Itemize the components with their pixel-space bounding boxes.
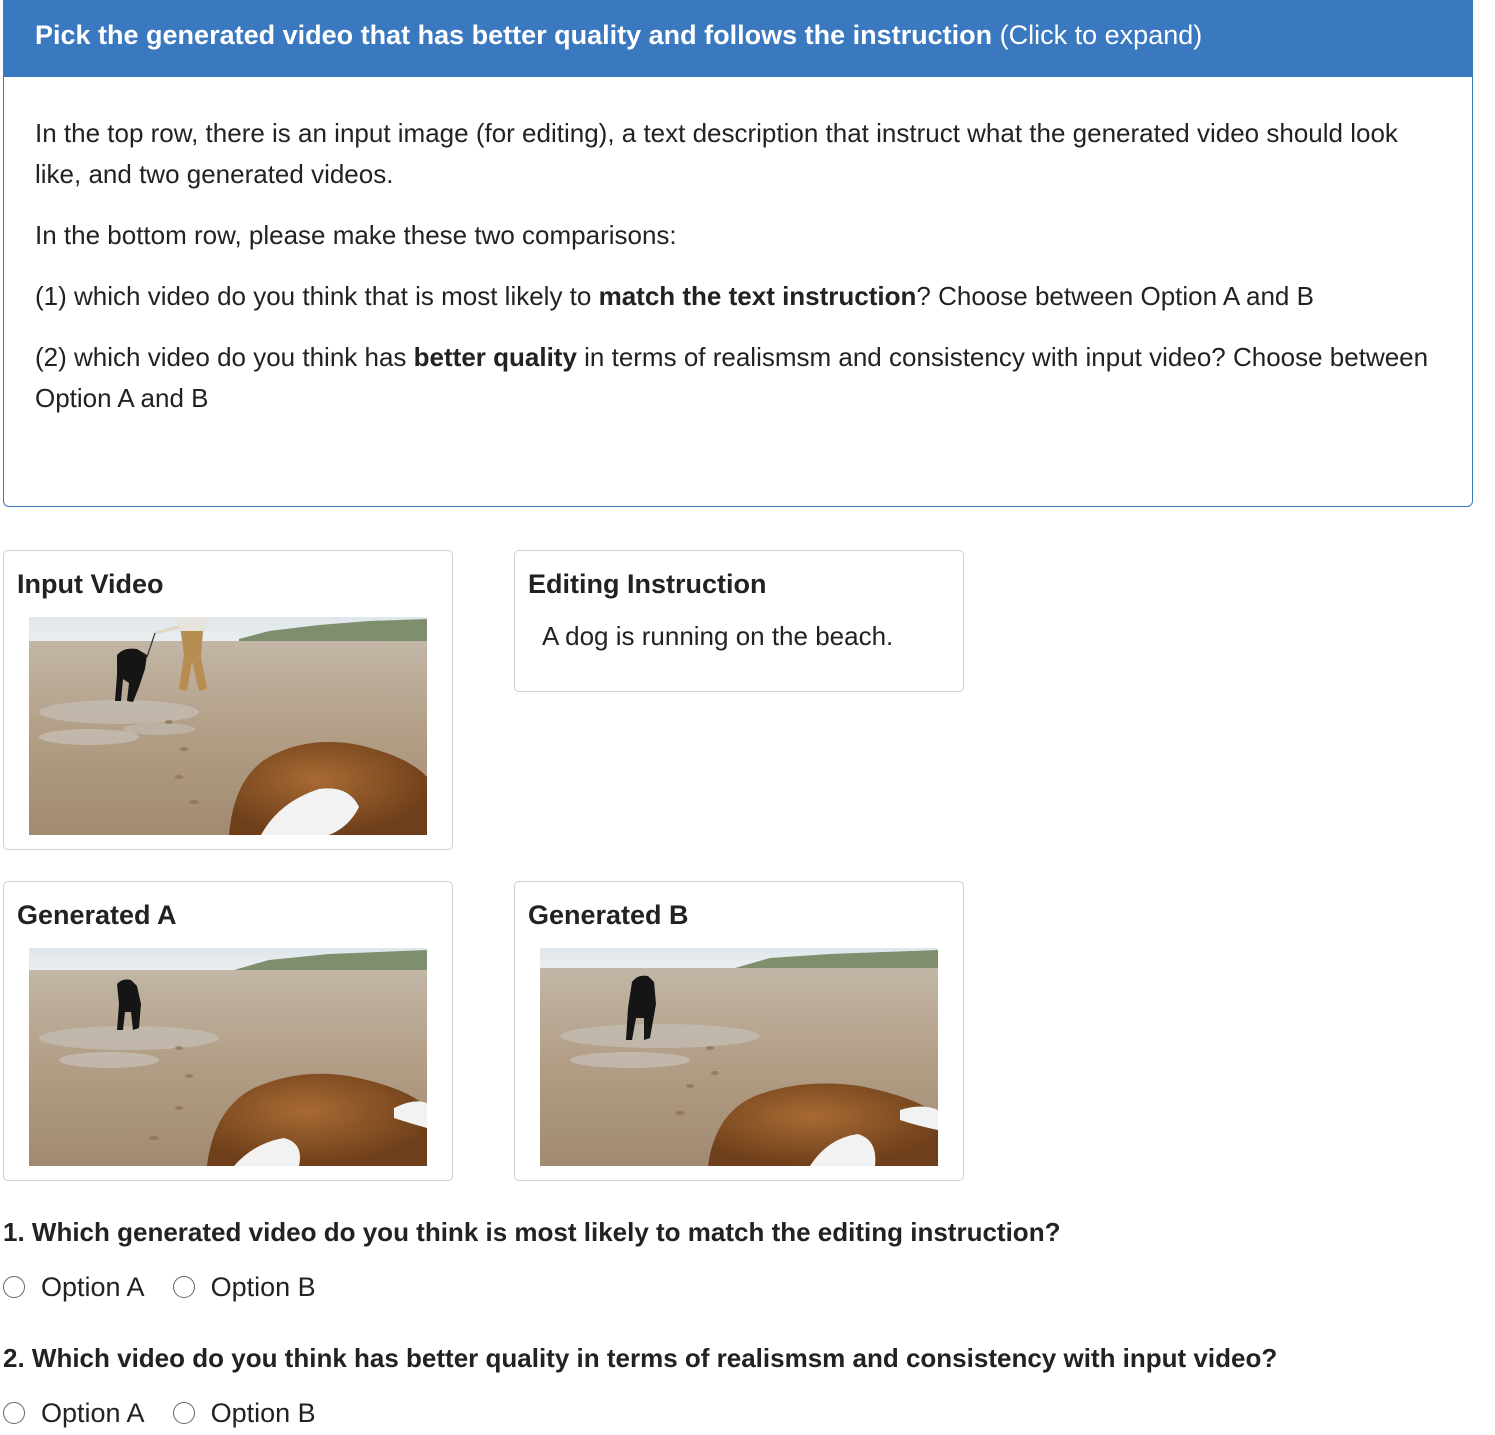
para-4-text-end: in terms of realismsm and consistency with input video? Choose between Option A and B (35, 342, 1429, 413)
instructions-para-4 (35, 337, 1442, 419)
instructions-panel (3, 0, 1473, 507)
generated-b-player[interactable] (540, 948, 938, 1166)
question-2: 2. Which video do you think has better quality in terms of realismsm and consistency with input video? (3, 1343, 1278, 1373)
q2-option-b-label: Option B (210, 1397, 316, 1428)
input-video-card (3, 550, 453, 850)
instructions-para-2: In the bottom row, please make these two comparisons: (35, 220, 677, 250)
generated-b-card (514, 881, 964, 1181)
input-video-player[interactable] (29, 617, 427, 835)
instructions-body (4, 77, 1472, 419)
input-video-title: Input Video (17, 569, 164, 599)
q1-option-a-label: Option A (41, 1271, 145, 1302)
question-1-options (3, 1270, 344, 1304)
para-4-text: (2) which video do you think has (35, 342, 414, 372)
q1-option-b-radio[interactable] (173, 1276, 195, 1298)
generated-a-player[interactable] (29, 948, 427, 1166)
generated-b-title: Generated B (528, 900, 689, 930)
question-2-options (3, 1396, 344, 1430)
q2-option-b[interactable] (173, 1398, 316, 1429)
para-3-text-end: ? Choose between Option A and B (916, 281, 1314, 311)
q2-option-a-label: Option A (41, 1397, 145, 1428)
para-3-text: (1) which video do you think that is most likely to (35, 281, 599, 311)
expand-hint: (Click to expand) (992, 20, 1203, 50)
para-4-emphasis: better quality (413, 342, 577, 372)
q1-option-b[interactable] (173, 1272, 316, 1303)
instructions-title: Pick the generated video that has better quality and follows the instruction (35, 20, 993, 50)
generated-a-title: Generated A (17, 900, 177, 930)
q2-option-a-radio[interactable] (3, 1402, 25, 1424)
editing-instruction-title: Editing Instruction (528, 569, 767, 599)
q1-option-a[interactable] (3, 1272, 145, 1303)
editing-instruction-card (514, 550, 964, 692)
generated-a-card (3, 881, 453, 1181)
q1-option-b-label: Option B (210, 1271, 316, 1302)
instructions-para-1: In the top row, there is an input image (for editing), a text description that instruct what the generated video should look like, and two generated videos. (35, 118, 1398, 189)
instructions-para-3 (35, 276, 1442, 317)
para-3-emphasis: match the text instruction (598, 281, 917, 311)
q2-option-b-radio[interactable] (173, 1402, 195, 1424)
q2-option-a[interactable] (3, 1398, 145, 1429)
q1-option-a-radio[interactable] (3, 1276, 25, 1298)
question-1: 1. Which generated video do you think is most likely to match the editing instruction? (3, 1217, 1061, 1247)
instructions-toggle[interactable] (4, 1, 1472, 77)
editing-instruction-text: A dog is running on the beach. (542, 621, 894, 651)
